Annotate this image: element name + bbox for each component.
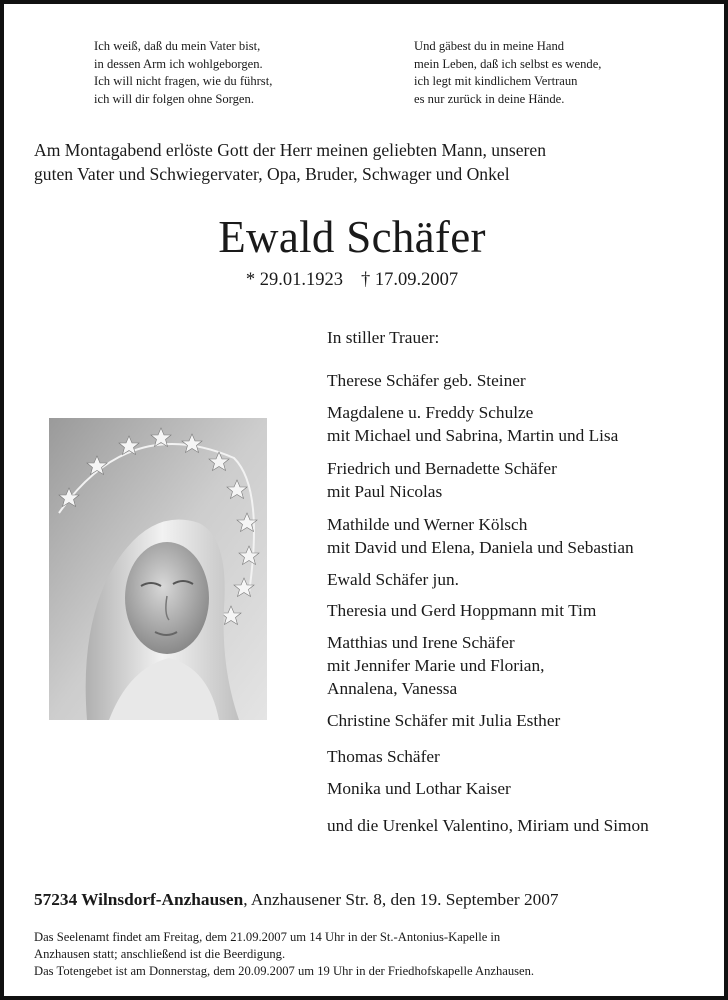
mourner-line: Magdalene u. Freddy Schulze [327,403,534,422]
service-line: Das Seelenamt findet am Freitag, dem 21.09.2007 um 14 Uhr in der St.-Antonius-Kapelle in [34,930,501,944]
poem-line: in dessen Arm ich wohlgeborgen. [94,56,263,71]
service-line: Das Totengebet ist am Donnerstag, dem 20.09.2007 um 19 Uhr in der Friedhofskapelle Anzhausen. [34,963,535,978]
poem-line: Ich will nicht fragen, wie du führst, [94,74,273,88]
announcement-line: guten Vater und Schwiegervater, Opa, Bruder, Schwager und Onkel [34,164,510,184]
mourners-heading: In stiller Trauer: [327,328,440,347]
mourner-line: mit Jennifer Marie und Florian, [327,656,545,675]
life-dates [4,268,700,292]
birth-date: * 29.01.1923 [245,270,343,290]
mourner-line: Matthias und Irene Schäfer [327,633,515,652]
poem-line: Ich weiß, daß du mein Vater bist, [94,39,261,53]
announcement-line: Am Montagabend erlöste Gott der Herr meinen geliebten Mann, unseren [34,140,547,160]
mourner-line: mit Michael und Sabrina, Martin und Lisa [327,426,619,445]
mourner-line: mit Paul Nicolas [327,482,443,501]
location-line [34,888,559,912]
location-address: , Anzhausener Str. 8, den 19. September 2007 [243,890,559,909]
poem-right [414,38,601,108]
mourner-line: Annalena, Vanessa [327,679,458,698]
location-town: 57234 Wilnsdorf-Anzhausen [34,890,244,909]
service-line: Anzhausen statt; anschließend ist die Beerdigung. [34,946,286,961]
mourner-line: Thomas Schäfer [327,747,440,766]
poem-line: ich legt mit kindlichem Vertraun [414,74,578,88]
mourner-line: mit David und Elena, Daniela und Sebastian [327,538,634,557]
announcement-text [34,138,704,186]
poem-left [94,38,272,108]
mourner-line: und die Urenkel Valentino, Miriam und Simon [327,816,649,835]
mourner-line: Theresia und Gerd Hoppmann mit Tim [327,601,597,620]
poem-line: mein Leben, daß ich selbst es wende, [414,56,602,71]
poem-line: Und gäbest du in meine Hand [414,39,565,53]
mourner-line: Christine Schäfer mit Julia Esther [327,711,561,730]
mourner-line: Friedrich und Bernadette Schäfer [327,459,557,478]
death-date: † 17.09.2007 [361,270,459,290]
madonna-photo [49,418,267,720]
mourner-line: Therese Schäfer geb. Steiner [327,371,526,390]
poem-line: es nur zurück in deine Hände. [414,91,565,106]
service-info [34,929,534,979]
poem-line: ich will dir folgen ohne Sorgen. [94,91,254,106]
mourner-line: Mathilde und Werner Kölsch [327,515,528,534]
mourner-line: Ewald Schäfer jun. [327,570,459,589]
deceased-name: Ewald Schäfer [218,212,486,262]
mourner-line: Monika und Lothar Kaiser [327,779,511,798]
